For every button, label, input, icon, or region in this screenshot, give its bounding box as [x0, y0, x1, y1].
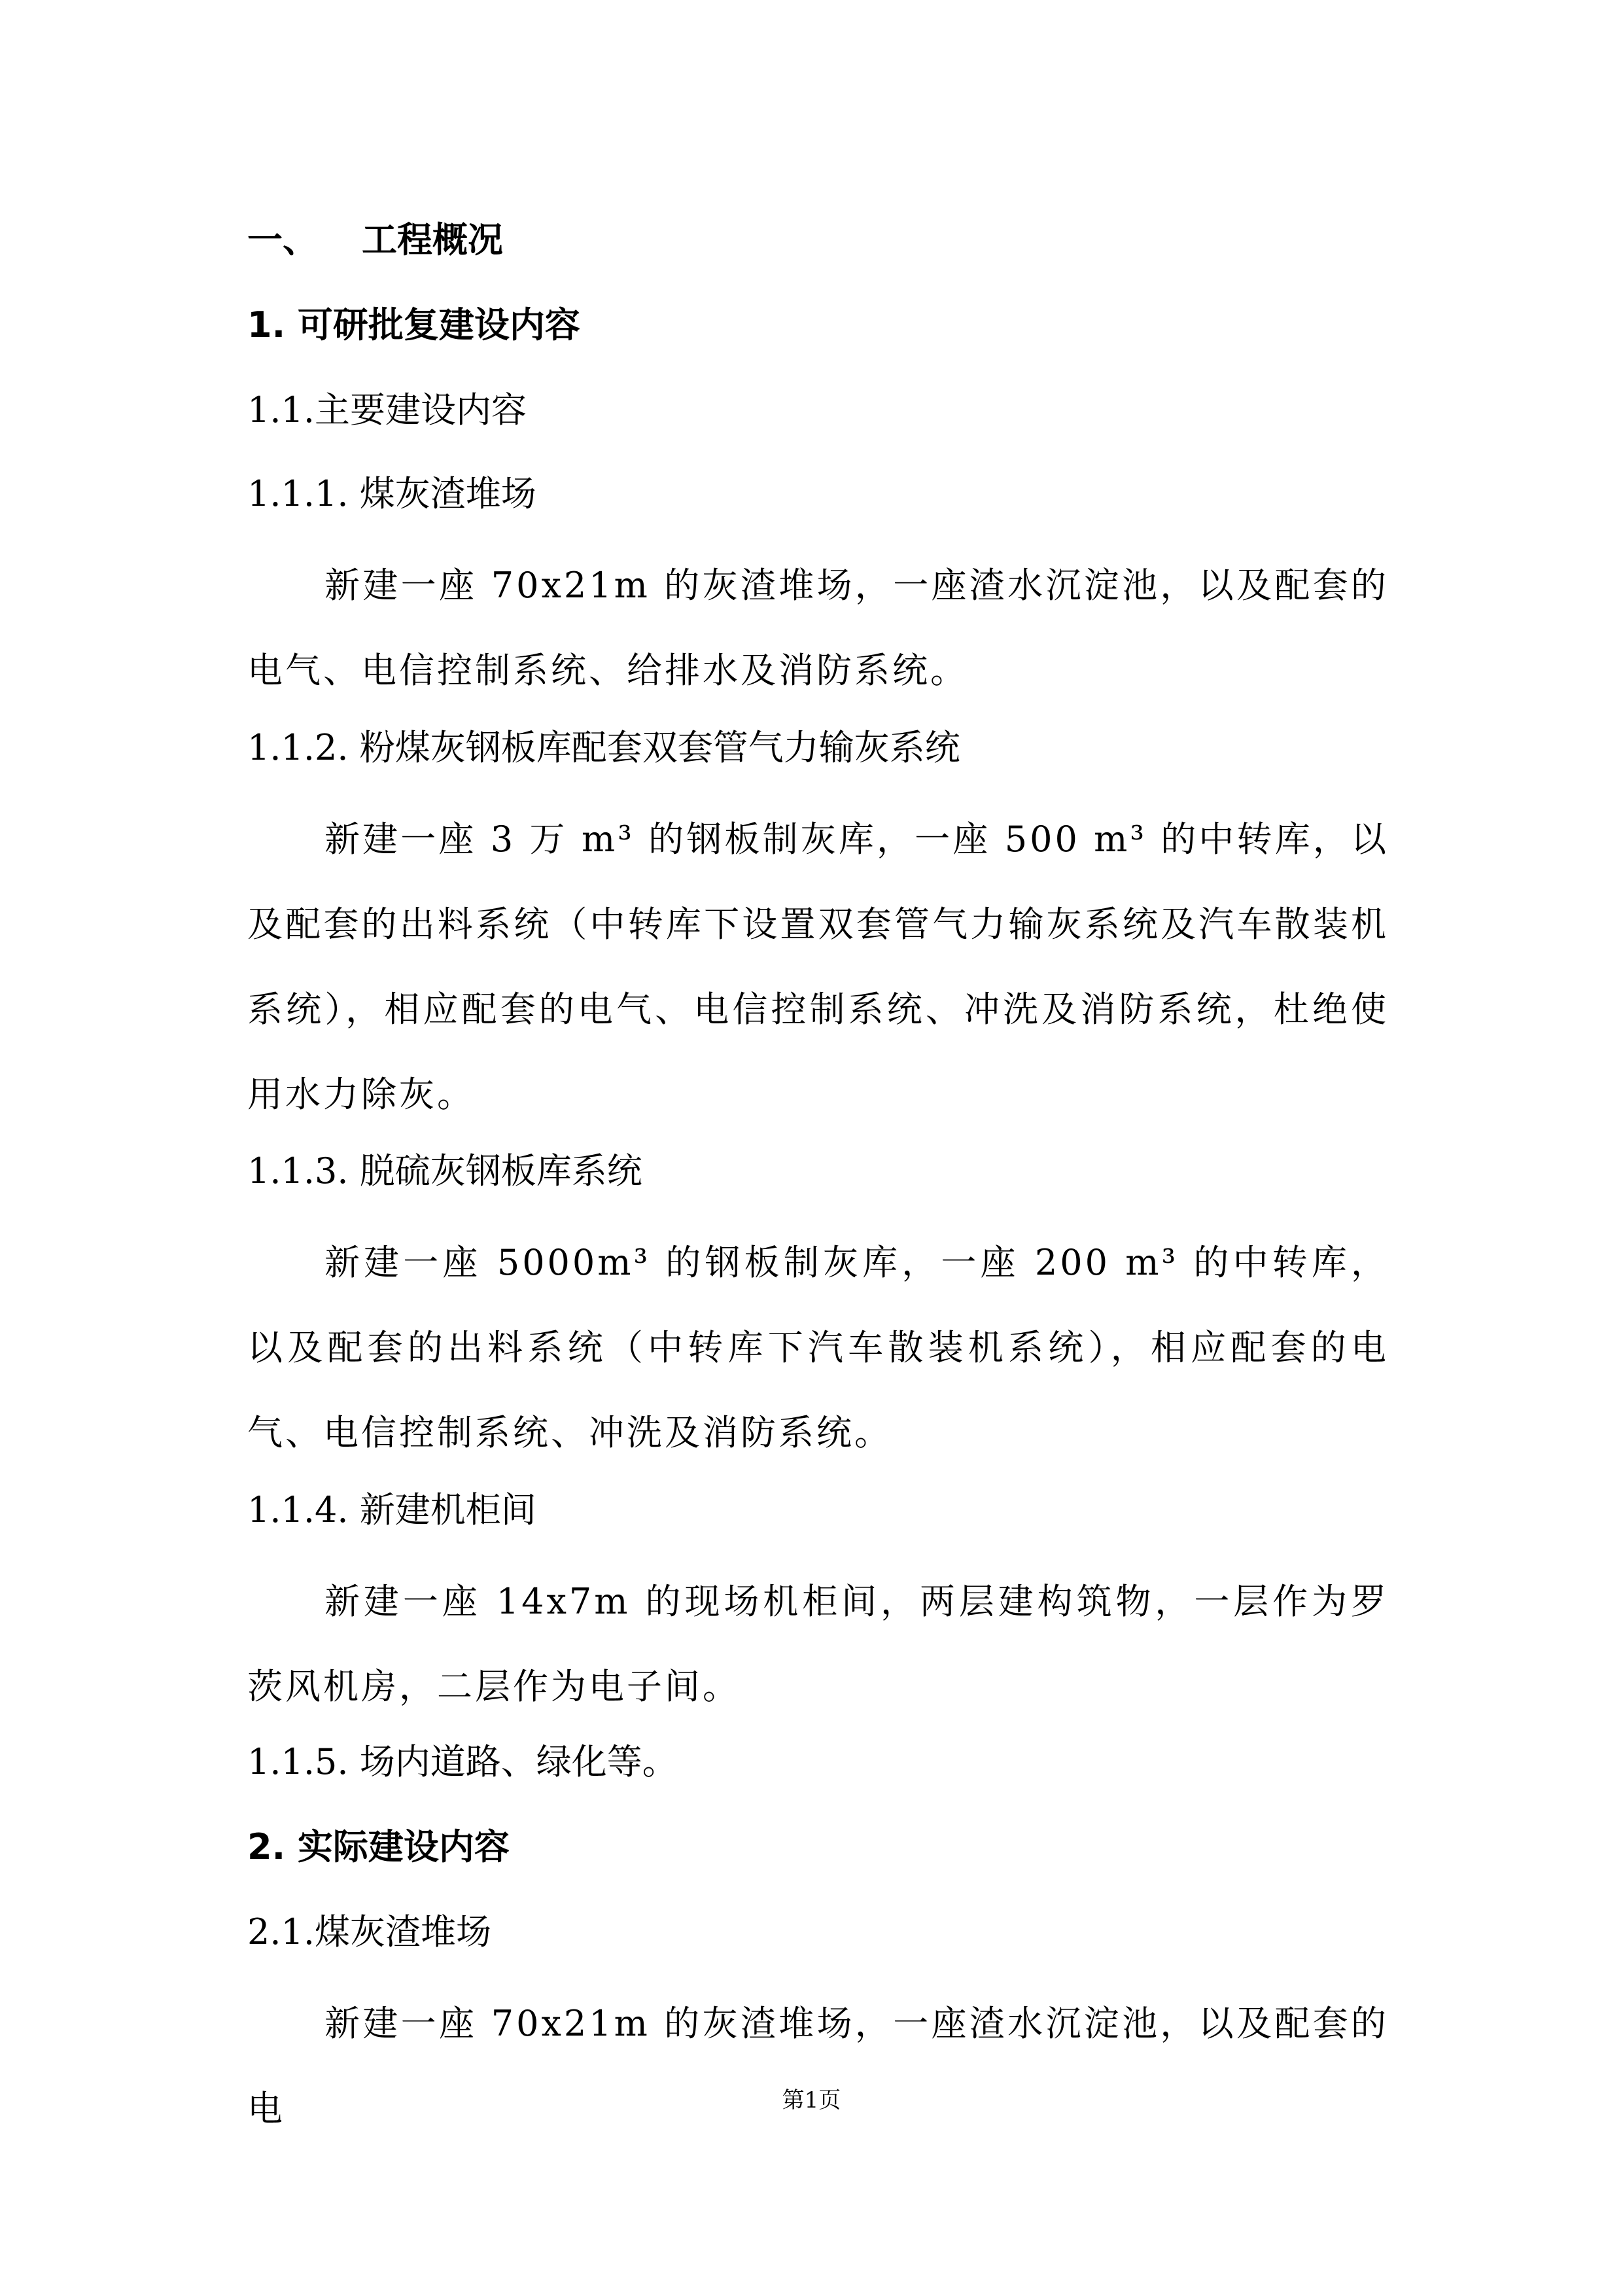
section-number: 一、	[247, 219, 318, 260]
heading-1: 1. 可研批复建设内容	[247, 304, 580, 345]
item-title-1-1-4: 1.1.4. 新建机柜间	[247, 1489, 536, 1530]
body-2-1: 新建一座 70x21m 的灰渣堆场，一座渣水沉淀池，以及配套的电	[247, 2003, 1389, 2129]
item-body-1-1-1: 新建一座 70x21m 的灰渣堆场，一座渣水沉淀池，以及配套的电气、电信控制系统、给排水及消防系统。	[247, 565, 1389, 691]
heading-1-1: 1.1.主要建设内容	[247, 389, 527, 431]
heading-2: 2. 实际建设内容	[247, 1826, 510, 1867]
item-body-1-1-3: 新建一座 5000m³ 的钢板制灰库，一座 200 m³ 的中转库，以及配套的出料系统（中转库下汽车散装机系统），相应配套的电气、电信控制系统、冲洗及消防系统。	[247, 1242, 1389, 1453]
section-heading	[247, 217, 503, 263]
item-body-1-1-4: 新建一座 14x7m 的现场机柜间，两层建构筑物，一层作为罗茨风机房，二层作为电子间。	[247, 1581, 1389, 1707]
item-title-1-1-2: 1.1.2. 粉煤灰钢板库配套双套管气力输灰系统	[247, 727, 960, 768]
item-title-1-1-1: 1.1.1. 煤灰渣堆场	[247, 473, 536, 514]
item-title-1-1-5: 1.1.5. 场内道路、绿化等。	[247, 1741, 678, 1782]
section-title: 工程概况	[362, 219, 503, 260]
heading-2-1: 2.1.煤灰渣堆场	[247, 1911, 492, 1952]
item-body-1-1-2: 新建一座 3 万 m³ 的钢板制灰库，一座 500 m³ 的中转库，以及配套的出料系统（中转库下设置双套管气力输灰系统及汽车散装机系统），相应配套的电气、电信控制系统、冲洗及消防系统，杜绝使用水力除灰。	[247, 819, 1389, 1115]
page-footer: 第1页	[782, 2087, 841, 2113]
item-title-1-1-3: 1.1.3. 脱硫灰钢板库系统	[247, 1150, 642, 1192]
